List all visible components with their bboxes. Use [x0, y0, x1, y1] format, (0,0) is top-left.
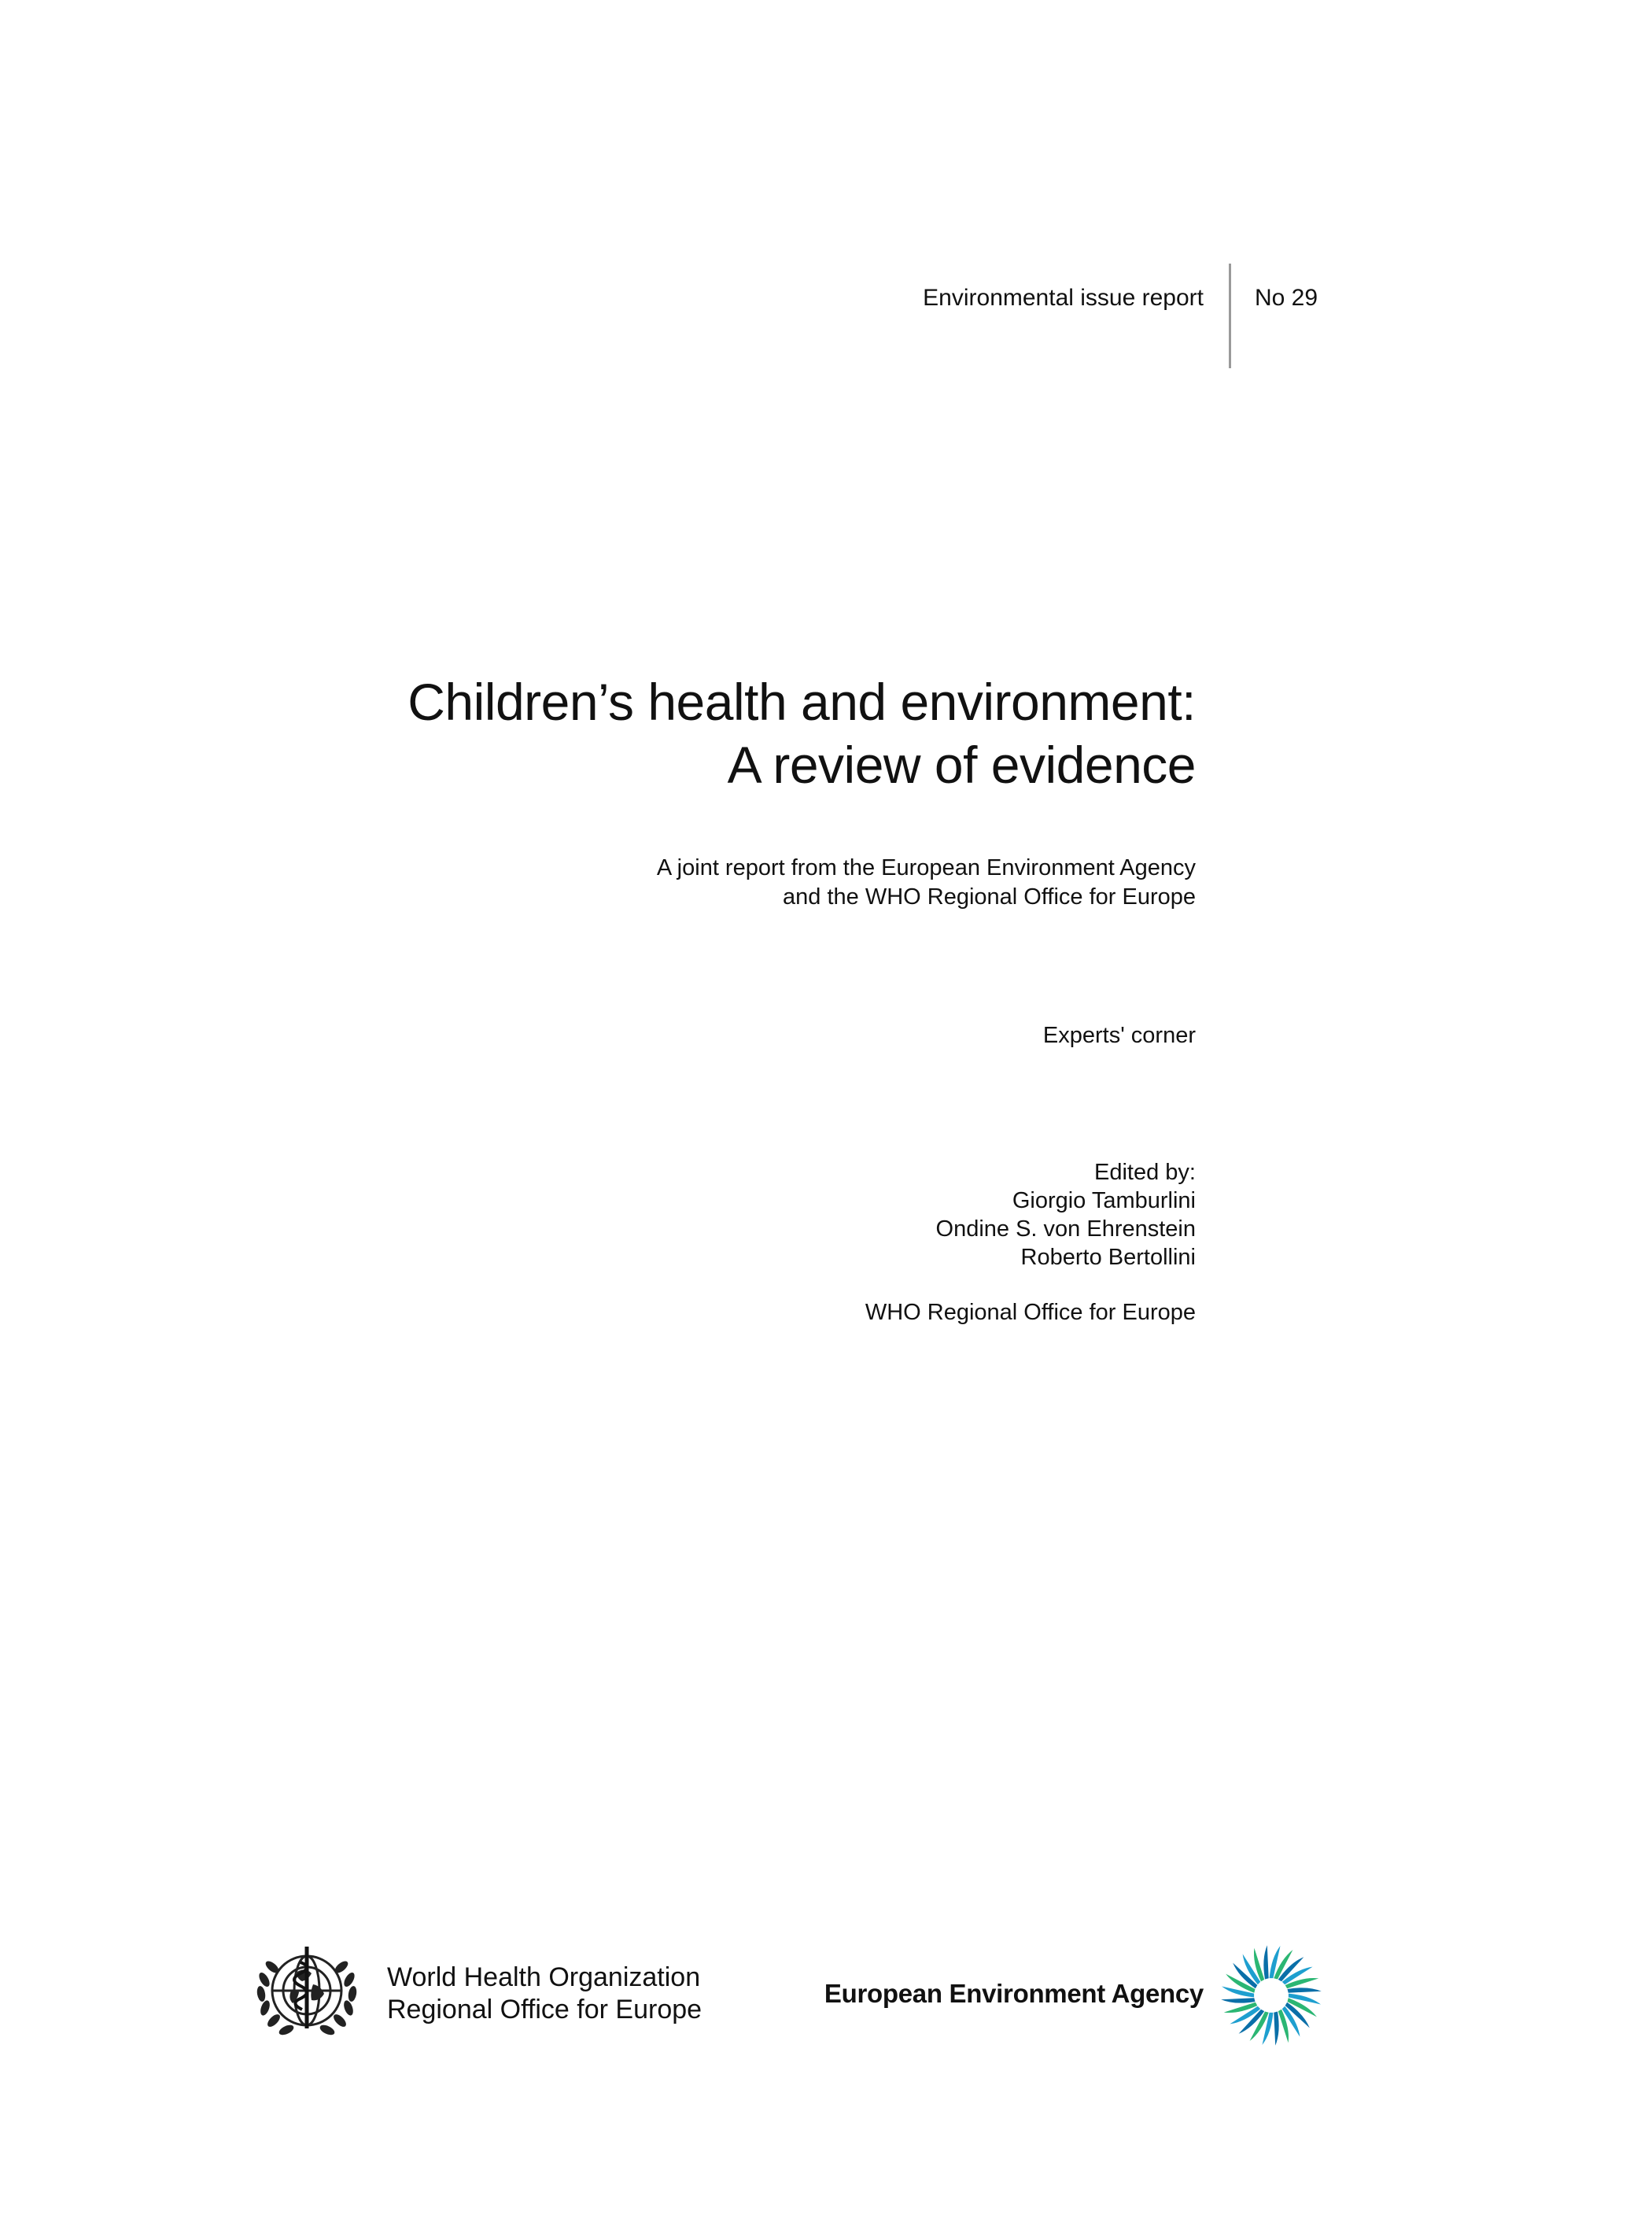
eea-logo-icon [1218, 1942, 1325, 2049]
editors-block [936, 1158, 1196, 1272]
publishing-office: WHO Regional Office for Europe [865, 1300, 1196, 1325]
subtitle-line-1: A joint report from the European Environment Agency [656, 855, 1196, 880]
title-line-1: Children’s health and environment: [407, 673, 1196, 731]
title-line-2: A review of evidence [727, 736, 1196, 794]
page-title [407, 670, 1196, 796]
who-emblem-icon [252, 1936, 362, 2046]
report-series-label: Environmental issue report [923, 285, 1204, 311]
subtitle-line-2: and the WHO Regional Office for Europe [783, 884, 1196, 910]
who-name-line-1: World Health Organization [387, 1962, 701, 1992]
eea-logo-ray [1221, 1998, 1255, 2002]
editors-heading: Edited by: [1094, 1160, 1196, 1185]
eea-name: European Environment Agency [824, 1979, 1204, 2008]
editor-name: Ondine S. von Ehrenstein [935, 1216, 1196, 1242]
section-label: Experts' corner [1042, 1023, 1196, 1048]
who-name [387, 1962, 702, 2026]
subtitle [657, 854, 1196, 912]
header-divider [1229, 264, 1231, 368]
eea-logo-ray [1288, 1988, 1322, 1992]
eea-logo-ray [1274, 2012, 1278, 2046]
who-name-line-2: Regional Office for Europe [387, 1995, 702, 2024]
editor-name: Roberto Bertollini [1020, 1245, 1196, 1270]
eea-logo-ray [1263, 1945, 1268, 1979]
editor-name: Giorgio Tamburlini [1012, 1188, 1196, 1213]
report-number: No 29 [1255, 285, 1318, 311]
